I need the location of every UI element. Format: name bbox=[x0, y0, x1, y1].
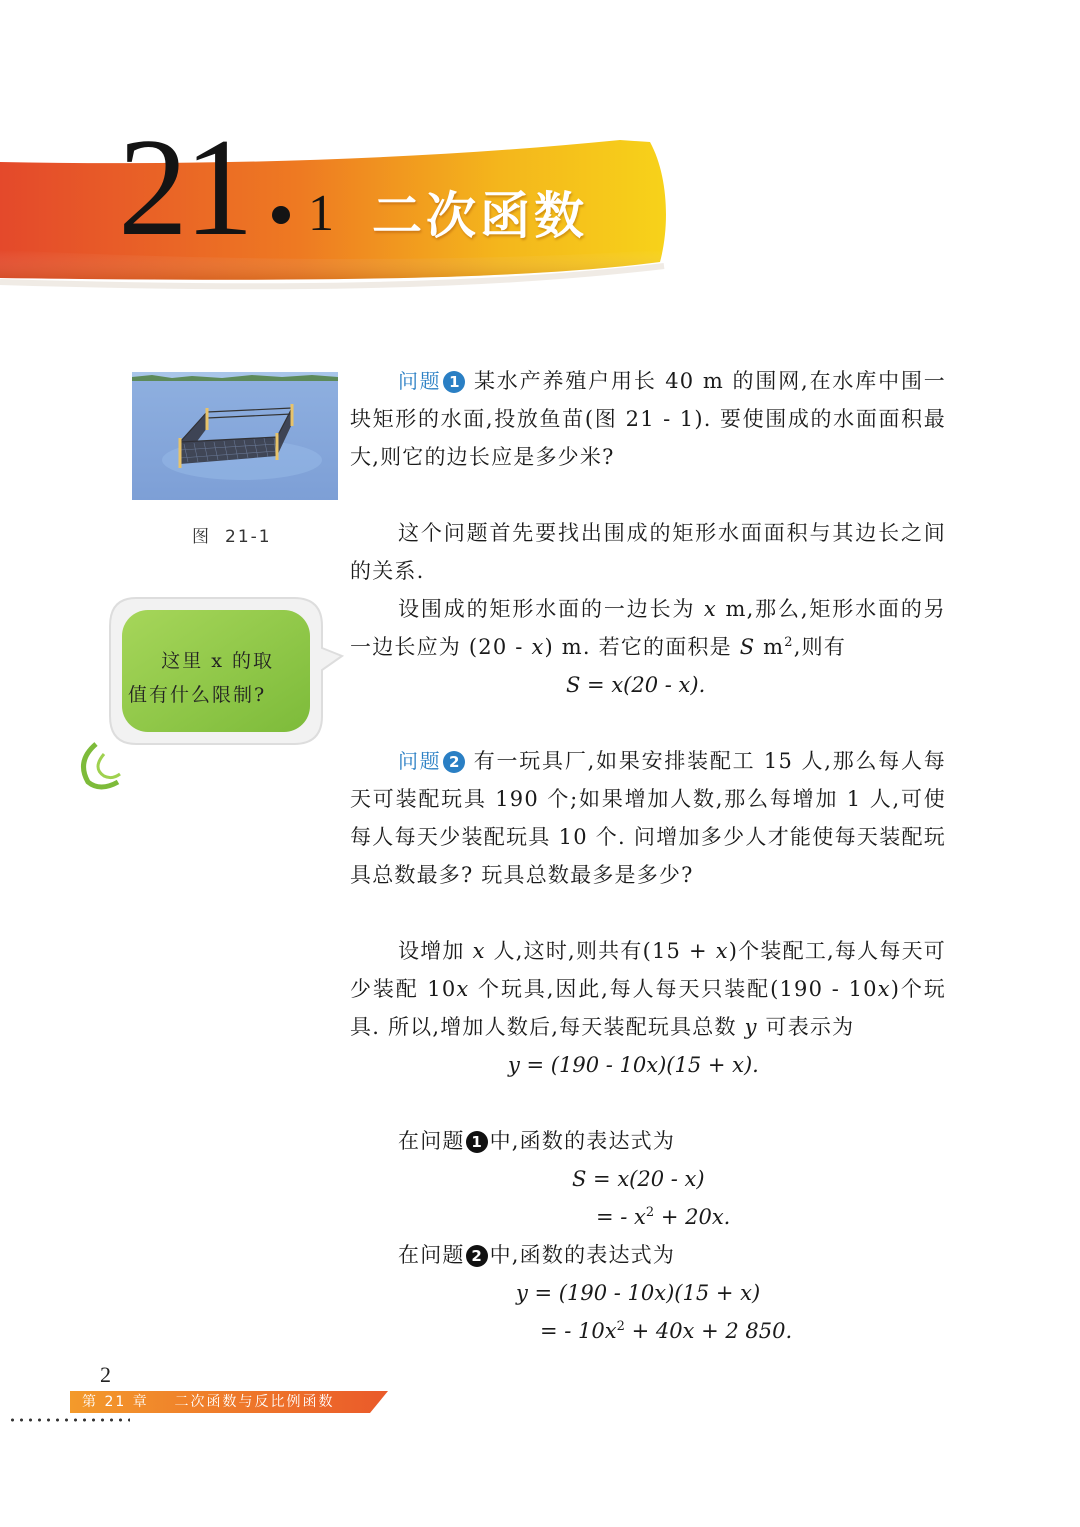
problem2-block bbox=[350, 742, 946, 894]
analysis2-text-b: 人,这时,则共有(15 + bbox=[485, 939, 716, 963]
summary-eq1-line2 bbox=[596, 1198, 730, 1236]
analysis2-paragraph bbox=[350, 932, 946, 1046]
problem2-paragraph bbox=[350, 742, 946, 894]
problem1-text: 某水产养殖户用长 40 m 的围网,在水库中围一块矩形的水面,投放鱼苗(图 21 - 1). 要使围成的水面面积最大,则它的边长应是多少米? bbox=[350, 369, 946, 469]
analysis1-text-b: m,那么,矩形水面的另一边长应为 (20 - bbox=[350, 597, 946, 659]
summary-intro1 bbox=[350, 1122, 946, 1160]
footer-dotted-line bbox=[8, 1418, 130, 1422]
margin-note-line2: 值有什么限制? bbox=[128, 684, 267, 706]
figure-fish-pen bbox=[132, 372, 338, 500]
analysis1-para1: 这个问题首先要找出围成的矩形水面面积与其边长之间的关系. bbox=[350, 521, 946, 583]
eq1-sup: 2 bbox=[645, 1205, 655, 1220]
eq2-sup: 2 bbox=[616, 1319, 625, 1334]
summary-intro1-b: 中,函数的表达式为 bbox=[489, 1129, 676, 1153]
problem1-block bbox=[350, 362, 946, 476]
figure-caption-number: 21-1 bbox=[225, 527, 272, 547]
eq1-line2-a: = - x bbox=[596, 1205, 646, 1229]
analysis2-text-d: 个玩具,因此,每人每天只装配(190 - 10 bbox=[469, 977, 878, 1001]
summary-intro2-line bbox=[350, 1236, 946, 1274]
summary-eq2-line2 bbox=[540, 1312, 792, 1350]
summary-problem2-badge: 2 bbox=[466, 1245, 488, 1267]
eq1-line2-b: + 20x. bbox=[654, 1205, 731, 1229]
equation-toys: y = (190 - 10x)(15 + x). bbox=[508, 1053, 759, 1077]
margin-note-line1: 这里 x 的取 bbox=[161, 650, 274, 672]
problem2-label: 问题 bbox=[398, 749, 442, 773]
problem2-text: 有一玩具厂,如果安排装配工 15 人,那么每人每天可装配玩具 190 个;如果增加人数,那么每增加 1 人,可使每人每天少装配玩具 10 个. 问增加多少人才能使每天装配玩具总数最多? 玩具总数最多是多少? bbox=[350, 749, 946, 887]
var-y: y bbox=[744, 1015, 758, 1039]
fish-pen-illustration bbox=[132, 372, 338, 500]
analysis1-text-e: ,则有 bbox=[793, 635, 847, 659]
var-x: x bbox=[877, 977, 891, 1001]
var-x: x bbox=[456, 977, 470, 1001]
var-x: x bbox=[531, 635, 545, 659]
chapter-banner bbox=[0, 0, 1080, 320]
summary-intro2 bbox=[350, 1236, 946, 1274]
equation-area: S = x(20 - x). bbox=[566, 673, 706, 697]
analysis1-text-c: ) m. 若它的面积是 bbox=[544, 635, 740, 659]
eq2-line2-b: + 40x + 2 850. bbox=[624, 1319, 793, 1343]
problem2-number-badge: 2 bbox=[443, 751, 465, 773]
summary-problem1-badge: 1 bbox=[466, 1131, 488, 1153]
section-number: 1 bbox=[308, 185, 334, 242]
analysis2-block bbox=[350, 932, 946, 1046]
summary-intro1-line bbox=[350, 1122, 946, 1160]
summary-eq2-line1: y = (190 - 10x)(15 + x) bbox=[516, 1281, 761, 1305]
chapter-number: 21 bbox=[118, 110, 250, 265]
var-x: x bbox=[703, 597, 717, 621]
analysis1-text-a: 设围成的矩形水面的一边长为 bbox=[398, 597, 704, 621]
page-number: 2 bbox=[100, 1362, 111, 1387]
var-x: x bbox=[472, 939, 486, 963]
analysis1-block bbox=[350, 514, 946, 666]
analysis2-text-a: 设增加 bbox=[398, 939, 473, 963]
analysis1-text-d: m bbox=[755, 635, 785, 659]
var-x: x bbox=[715, 939, 729, 963]
summary-intro1-a: 在问题 bbox=[398, 1129, 465, 1153]
analysis2-text-e: )个玩具. 所以,增加人数后,每天装配玩具总数 bbox=[350, 977, 946, 1039]
problem1-paragraph bbox=[350, 362, 946, 476]
section-title: 二次函数 bbox=[372, 187, 588, 245]
figure-caption-prefix: 图 bbox=[192, 527, 211, 547]
summary-intro2-b: 中,函数的表达式为 bbox=[489, 1243, 676, 1267]
var-s: S bbox=[739, 635, 756, 659]
analysis1-para2 bbox=[350, 590, 946, 666]
summary-eq1-line1: S = x(20 - x) bbox=[572, 1167, 705, 1191]
analysis2-text-f: 可表示为 bbox=[757, 1015, 855, 1039]
eq2-line2-a: = - 10x bbox=[540, 1319, 617, 1343]
problem1-label: 问题 bbox=[398, 369, 442, 393]
figure-caption bbox=[192, 522, 272, 547]
superscript-2: 2 bbox=[784, 635, 794, 650]
chapter-dot bbox=[272, 206, 290, 224]
summary-intro2-a: 在问题 bbox=[398, 1243, 465, 1267]
margin-note-text bbox=[128, 644, 278, 712]
analysis2-text-c: )个装配工,每人每天可少装配 10 bbox=[350, 939, 946, 1001]
problem1-number-badge: 1 bbox=[443, 371, 465, 393]
footer-chapter-label: 第 21 章 二次函数与反比例函数 bbox=[82, 1394, 335, 1410]
